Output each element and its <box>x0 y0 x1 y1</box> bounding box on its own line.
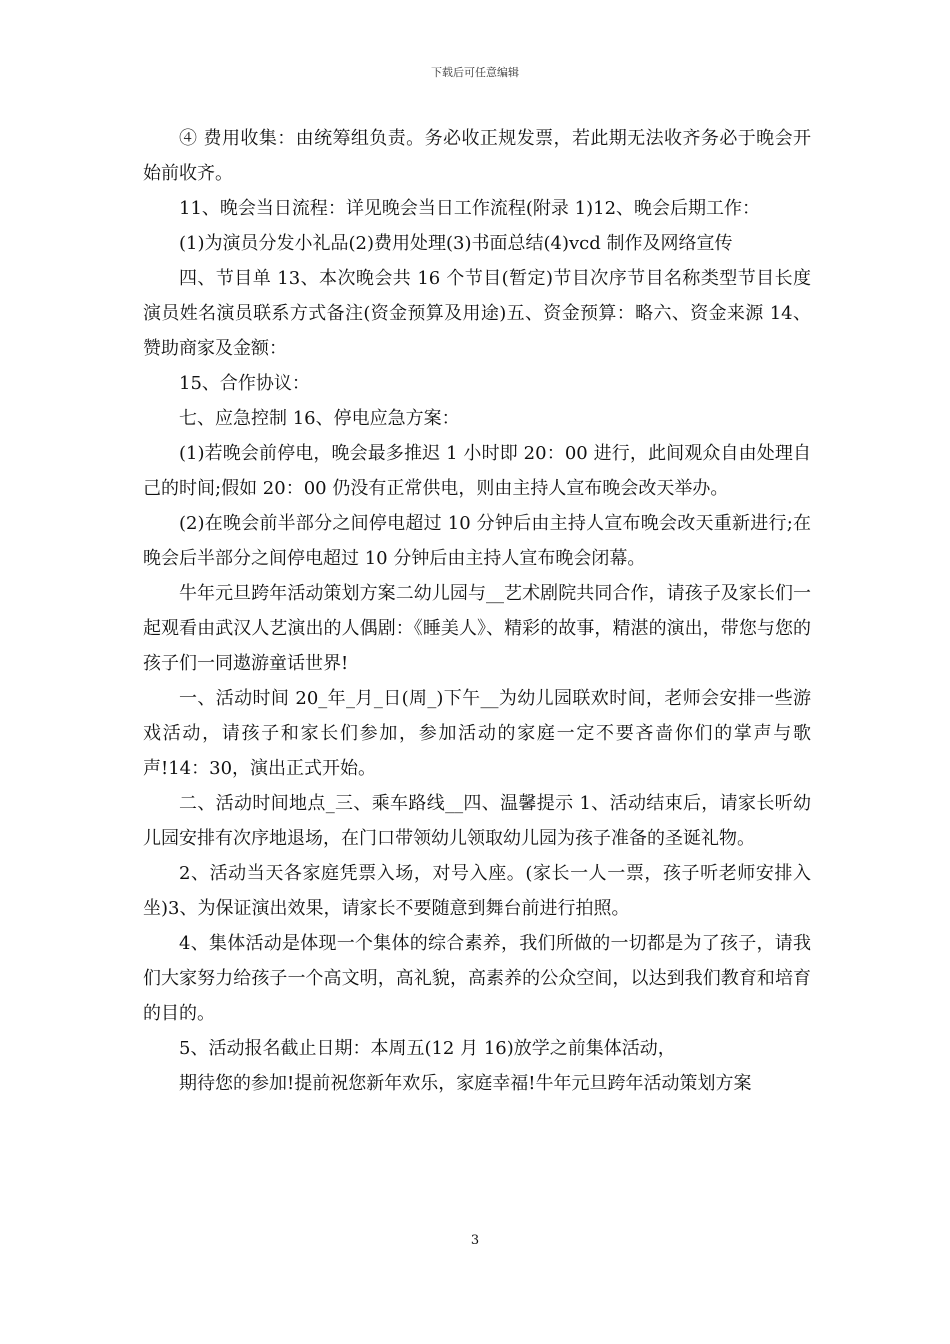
paragraph: 11、晚会当日流程：详见晚会当日工作流程(附录 1)12、晚会后期工作： <box>179 198 761 219</box>
paragraph: 5、活动报名截止日期：本周五(12 月 16)放学之前集体活动， <box>179 1038 676 1059</box>
paragraph: 4、集体活动是体现一个集体的综合素养，我们所做的一切都是为了孩子，请我们大家努力给孩子一个高文明，高礼貌，高素养的公众空间，以达到我们教育和培育的目的。 <box>143 933 811 1024</box>
paragraph: (1)为演员分发小礼品(2)费用处理(3)书面总结(4)vcd 制作及网络宣传 <box>179 233 733 254</box>
paragraph: 二、活动时间地点_三、乘车路线__四、温馨提示 1、活动结束后，请家长听幼儿园安排有次序地退场，在门口带领幼儿领取幼儿园为孩子准备的圣诞礼物。 <box>143 793 811 849</box>
paragraph: 15、合作协议： <box>179 373 310 394</box>
paragraph: 一、活动时间 20_年_月_日(周_)下午__为幼儿园联欢时间，老师会安排一些游戏活动，请孩子和家长们参加，参加活动的家庭一定不要吝啬你们的掌声与歌声!14：30，演出正式开始。 <box>143 688 811 779</box>
paragraph: (1)若晚会前停电，晚会最多推迟 1 小时即 20：00 进行，此间观众自由处理自己的时间;假如 20：00 仍没有正常供电，则由主持人宣布晚会改天举办。 <box>143 443 811 499</box>
page-header: 下载后可任意编辑 <box>431 66 519 79</box>
paragraph: ④ 费用收集：由统筹组负责。务必收正规发票，若此期无法收齐务必于晚会开始前收齐。 <box>143 128 811 184</box>
paragraph: 四、节目单 13、本次晚会共 16 个节目(暂定)节目次序节目名称类型节目长度演员姓名演员联系方式备注(资金预算及用途)五、资金预算：略六、资金来源 14、赞助商家及金额： <box>143 268 811 359</box>
paragraph: 牛年元旦跨年活动策划方案二幼儿园与__艺术剧院共同合作，请孩子及家长们一起观看由武汉人艺演出的人偶剧：《睡美人》、精彩的故事，精湛的演出，带您与您的孩子们一同遨游童话世界! <box>143 583 811 674</box>
document-body <box>143 121 811 1101</box>
paragraph: 七、应急控制 16、停电应急方案： <box>179 408 460 429</box>
paragraph: 2、活动当天各家庭凭票入场，对号入座。(家长一人一票，孩子听老师安排入坐)3、为保证演出效果，请家长不要随意到舞台前进行拍照。 <box>143 863 811 919</box>
paragraph: 期待您的参加!提前祝您新年欢乐，家庭幸福!牛年元旦跨年活动策划方案 <box>179 1073 752 1094</box>
paragraph: (2)在晚会前半部分之间停电超过 10 分钟后由主持人宣布晚会改天重新进行;在晚会后半部分之间停电超过 10 分钟后由主持人宣布晚会闭幕。 <box>143 513 811 569</box>
page-number: 3 <box>470 1233 480 1248</box>
